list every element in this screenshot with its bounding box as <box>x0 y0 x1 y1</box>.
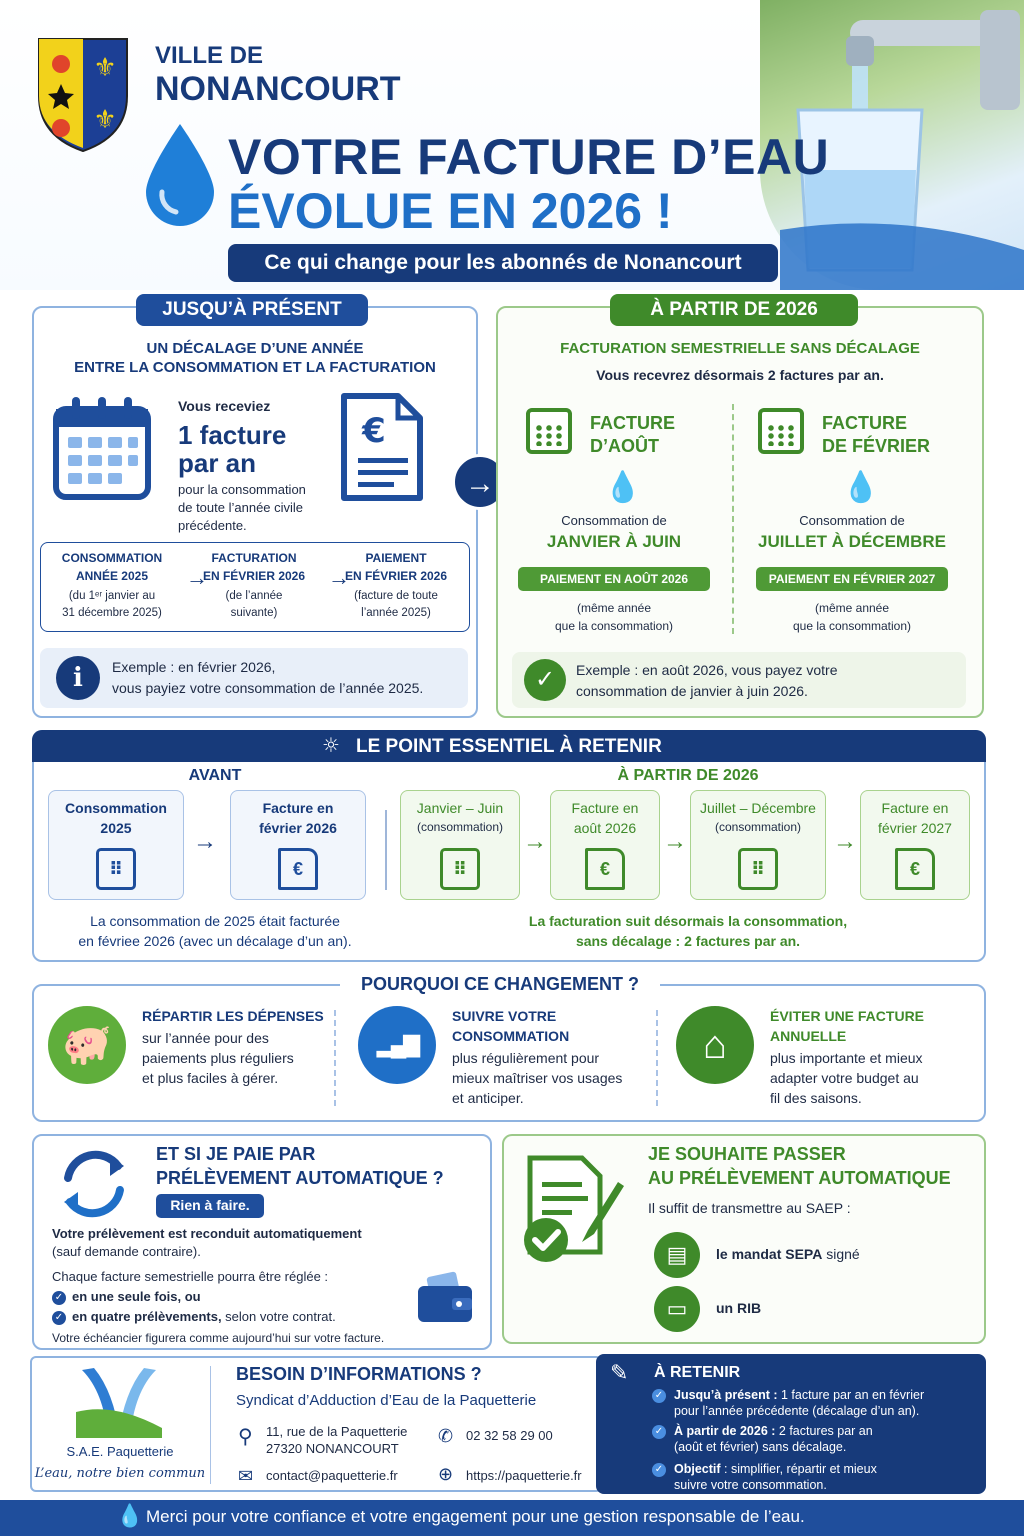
invoice-icon: € <box>278 848 318 890</box>
check-icon: ✓ <box>52 1311 66 1325</box>
sepa-form-icon: ▤ <box>654 1232 700 1278</box>
phone-number[interactable]: 02 32 58 29 00 <box>466 1428 553 1443</box>
calendar-grid <box>534 424 564 446</box>
step-title: ANNÉE 2025 <box>75 569 149 583</box>
payment-note: (même année <box>814 601 890 615</box>
consumption-period: JUILLET À DÉCEMBRE <box>758 532 946 551</box>
invoice-title: FACTURE <box>822 413 907 433</box>
payment-note: (même année <box>576 601 652 615</box>
invoice-title: FACTURE <box>590 413 675 433</box>
why-text: et plus faciles à gérer. <box>142 1070 279 1086</box>
step-note: (de l’année <box>225 590 283 602</box>
remember-item-text: 2 factures par an <box>775 1424 873 1438</box>
before-note-line1: La consommation de 2025 était facturée <box>90 913 340 929</box>
direct-debit-line3: Chaque facture semestrielle pourra être réglée : <box>52 1269 329 1284</box>
step-box-line1: Consommation <box>65 800 167 816</box>
nothing-to-do-label: Rien à faire. <box>170 1197 250 1213</box>
avant-label: AVANT <box>188 767 242 784</box>
why-title: POURQUOI CE CHANGEMENT ? <box>360 974 639 994</box>
invoice-title: D’AOÛT <box>590 436 659 456</box>
after-note-line1: La facturation suit désormais la consommation, <box>528 913 848 929</box>
contact-title: BESOIN D’INFORMATIONS ? <box>236 1364 482 1384</box>
essential-divider <box>385 810 387 890</box>
before-desc-line1: pour la consommation <box>178 482 306 497</box>
city-label-line2: NONANCOURT <box>155 70 401 108</box>
email-icon: ✉ <box>238 1466 254 1486</box>
why-divider <box>656 1010 658 1106</box>
check-icon: ✓ <box>52 1291 66 1305</box>
why-heading: SUIVRE VOTRE <box>452 1008 557 1024</box>
remember-item-line2: pour l’année précédente (décalage d’un an). <box>674 1404 920 1418</box>
step-box-line2: août 2026 <box>573 820 637 836</box>
wallet-icon <box>414 1270 476 1326</box>
rib-item: un RIB <box>716 1300 762 1316</box>
check-icon: ✓ <box>652 1463 666 1477</box>
water-drop-icon: 💧 <box>842 471 880 504</box>
why-text: mieux maîtriser vos usages <box>452 1070 623 1086</box>
option-2-bold: en quatre prélèvements, <box>72 1309 222 1324</box>
direct-debit-title-line2: PRÉLÈVEMENT AUTOMATIQUE ? <box>156 1168 444 1188</box>
before-heading-line2: ENTRE LA CONSOMMATION ET LA FACTURATION <box>74 359 436 376</box>
step-note: (facture de toute <box>354 590 438 602</box>
contact-org-full: Syndicat d’Adduction d’Eau de la Paquetterie <box>236 1392 537 1409</box>
calendar-icon <box>52 395 152 501</box>
clipboard-icon: ✎ <box>610 1360 629 1385</box>
after-note-line2: sans décalage : 2 factures par an. <box>575 933 801 949</box>
subtitle-text: Ce qui change pour les abonnés de Nonancourt <box>264 251 742 274</box>
before-note-line2: en févriee 2026 (avec un décalage d’un an). <box>78 933 352 949</box>
payment-label: PAIEMENT EN AOÛT 2026 <box>539 572 689 586</box>
refresh-cycle-icon <box>52 1142 136 1226</box>
after-subheading: Vous recevrez désormais 2 factures par an. <box>596 367 884 383</box>
step-box-line2: février 2027 <box>878 820 952 836</box>
before-desc-line2: de toute l’année civile <box>178 500 304 515</box>
remember-item-bold: Jusqu’à présent : <box>674 1388 778 1402</box>
address-line1: 11, rue de la Paquetterie <box>266 1424 408 1439</box>
why-text: plus importante et mieux <box>770 1050 923 1066</box>
remember-item-line1 <box>674 1462 877 1476</box>
why-heading: CONSOMMATION <box>452 1028 570 1044</box>
svg-text:⚜: ⚜ <box>93 53 117 83</box>
invoice-count-line2: par an <box>178 448 257 478</box>
address-line2: 27320 NONANCOURT <box>266 1441 399 1456</box>
option-2-rest: selon votre contrat. <box>221 1309 336 1324</box>
remember-item-text: : simplifier, répartir et mieux <box>720 1462 877 1476</box>
after-heading: FACTURATION SEMESTRIELLE SANS DÉCALAGE <box>560 340 920 357</box>
step-note: 31 décembre 2025) <box>62 607 162 619</box>
step-box-line1: Facture en <box>881 800 949 816</box>
step-box-line1: Janvier – Juin <box>416 800 504 816</box>
direct-debit-option-2 <box>52 1309 336 1325</box>
lightbulb-icon: ☼ <box>322 733 340 757</box>
step-title: CONSOMMATION <box>61 551 163 565</box>
phone-icon: ✆ <box>438 1426 454 1446</box>
before-example-box <box>40 648 468 708</box>
switch-title-line1: JE SOUHAITE PASSER <box>648 1144 846 1164</box>
remember-item-line1 <box>674 1388 924 1402</box>
consumption-label: Consommation de <box>799 513 905 528</box>
remember-item-bold: À partir de 2026 : <box>674 1424 776 1438</box>
location-pin-icon: ⚲ <box>238 1426 253 1448</box>
step-box-line1: Facture en <box>262 800 334 816</box>
remember-title: À RETENIR <box>654 1364 741 1381</box>
why-text: fil des saisons. <box>770 1090 862 1106</box>
after-example-line2: consommation de janvier à juin 2026. <box>576 683 808 699</box>
website-link[interactable]: https://paquetterie.fr <box>466 1468 582 1483</box>
why-heading: ÉVITER UNE FACTURE <box>770 1008 925 1024</box>
apres-label: À PARTIR DE 2026 <box>617 767 759 784</box>
coat-of-arms-logo <box>36 36 130 154</box>
sepa-rest: signé <box>822 1246 860 1262</box>
step-box-line2: (consommation) <box>714 820 802 834</box>
direct-debit-option-1 <box>52 1289 201 1305</box>
step-note: l’année 2025) <box>361 607 431 619</box>
house-check-icon: ⌂ <box>676 1006 754 1084</box>
direct-debit-bold-line: Votre prélèvement est reconduit automatiquement <box>52 1226 362 1241</box>
step-title: PAIEMENT <box>365 551 427 565</box>
sae-org-name: S.A.E. Paquetterie <box>66 1444 174 1459</box>
invoice-title: DE FÉVRIER <box>822 436 931 456</box>
remember-item-line2: suivre votre consommation. <box>674 1478 827 1492</box>
step-title: FACTURATION <box>211 551 297 565</box>
payment-label: PAIEMENT EN FÉVRIER 2027 <box>768 572 936 586</box>
footer-text: Merci pour votre confiance et votre engagement pour une gestion responsable de l’eau. <box>146 1507 805 1526</box>
water-drop-icon <box>140 120 220 230</box>
essential-title: LE POINT ESSENTIEL À RETENIR <box>356 736 662 757</box>
why-text: plus régulièrement pour <box>452 1050 600 1066</box>
switch-title-line2: AU PRÉLÈVEMENT AUTOMATIQUE <box>648 1168 951 1188</box>
step-box-line1: Facture en <box>571 800 639 816</box>
sepa-label: le mandat SEPA <box>716 1246 823 1262</box>
water-drop-icon: 💧 <box>604 471 642 504</box>
globe-icon: ⊕ <box>438 1464 454 1484</box>
before-example-line2: vous payiez votre consommation de l’année 2025. <box>112 680 424 696</box>
after-tag-label: À PARTIR DE 2026 <box>650 299 818 320</box>
consumption-period: JANVIER À JUIN <box>546 532 682 551</box>
arrow-icon: → <box>328 565 350 590</box>
svg-text:€: € <box>362 411 386 451</box>
info-icon: i <box>56 656 100 700</box>
why-text: adapter votre budget au <box>770 1070 919 1086</box>
after-example-box <box>512 652 966 708</box>
before-desc-line3: précédente. <box>178 518 247 533</box>
arrow-icon: → <box>663 828 687 855</box>
remember-item-text: 1 facture par an en février <box>777 1388 925 1402</box>
remember-item-line2: (août et février) sans décalage. <box>674 1440 847 1454</box>
check-icon: ✓ <box>652 1389 666 1403</box>
calendar-grid <box>766 424 796 446</box>
switch-intro: Il suffit de transmettre au SAEP : <box>648 1200 851 1216</box>
arrow-icon: → <box>833 828 857 855</box>
before-example-line1: Exemple : en février 2026, <box>112 659 276 675</box>
payment-note: que la consommation) <box>554 619 674 633</box>
signed-document-icon <box>520 1152 630 1268</box>
page-title-line2: ÉVOLUE EN 2026 ! <box>228 183 673 239</box>
page-title-line1: VOTRE FACTURE D’EAU <box>228 129 830 185</box>
arrow-icon: → <box>523 828 547 855</box>
direct-debit-footer: Votre échéancier figurera comme aujourd’hui sur votre facture. <box>52 1331 385 1345</box>
why-heading: RÉPARTIR LES DÉPENSES <box>142 1008 324 1024</box>
step-note: (du 1ᵉʳ janvier au <box>68 590 156 602</box>
calendar-icon: ⠿ <box>96 848 136 890</box>
sepa-mandate-item <box>716 1246 860 1262</box>
why-text: et anticiper. <box>452 1090 524 1106</box>
invoice-icon: € <box>895 848 935 890</box>
why-text: paiements plus réguliers <box>142 1050 294 1066</box>
why-heading: ANNUELLE <box>770 1028 847 1044</box>
calendar-icon: ⠿ <box>440 848 480 890</box>
step-title: EN FÉVRIER 2026 <box>202 569 306 583</box>
received-label: Vous receviez <box>178 398 271 414</box>
option-1-label: en une seule fois, ou <box>72 1289 201 1304</box>
invoice-icon: € <box>585 848 625 890</box>
calendar-icon: ⠿ <box>738 848 778 890</box>
check-icon: ✓ <box>652 1425 666 1439</box>
bar-chart-icon: ▂▄▇ <box>358 1006 436 1084</box>
step-note: suivante) <box>230 607 278 619</box>
direct-debit-title-line1: ET SI JE PAIE PAR <box>156 1144 316 1164</box>
contact-divider <box>210 1366 211 1484</box>
transition-arrow-icon: → <box>452 454 508 510</box>
why-text: sur l’année pour des <box>142 1030 269 1046</box>
sae-logo <box>74 1362 164 1442</box>
payment-note: que la consommation) <box>792 619 912 633</box>
footer-drop-icon: 💧 <box>116 1503 144 1528</box>
why-divider <box>334 1010 336 1106</box>
rib-card-icon: ▭ <box>654 1286 700 1332</box>
remember-item-bold: Objectif <box>674 1462 721 1476</box>
before-tag-label: JUSQU’À PRÉSENT <box>162 299 342 320</box>
after-example-line1: Exemple : en août 2026, vous payez votre <box>576 662 838 678</box>
email-link[interactable]: contact@paquetterie.fr <box>266 1468 398 1483</box>
before-heading-line1: UN DÉCALAGE D’UNE ANNÉE <box>146 340 364 357</box>
after-column-divider <box>732 404 734 634</box>
invoice-document-icon <box>340 392 424 502</box>
step-box-line2: février 2026 <box>259 820 337 836</box>
arrow-icon: → <box>186 565 208 590</box>
step-box-line2: 2025 <box>100 820 132 836</box>
step-box-line1: Juillet – Décembre <box>700 800 816 816</box>
direct-debit-line2: (sauf demande contraire). <box>52 1244 201 1259</box>
step-title: EN FÉVRIER 2026 <box>344 569 448 583</box>
arrow-icon: → <box>193 828 217 855</box>
piggy-bank-icon: 🐖 <box>48 1006 126 1084</box>
remember-item-line1 <box>674 1424 873 1438</box>
step-box-line2: (consommation) <box>416 820 504 834</box>
invoice-count-line1: 1 facture <box>178 420 287 450</box>
check-circle-icon: ✓ <box>524 659 566 701</box>
sae-slogan: L’eau, notre bien commun <box>34 1466 206 1481</box>
consumption-label: Consommation de <box>561 513 667 528</box>
svg-text:⚜: ⚜ <box>93 105 117 135</box>
city-label-line1: VILLE DE <box>155 42 264 69</box>
